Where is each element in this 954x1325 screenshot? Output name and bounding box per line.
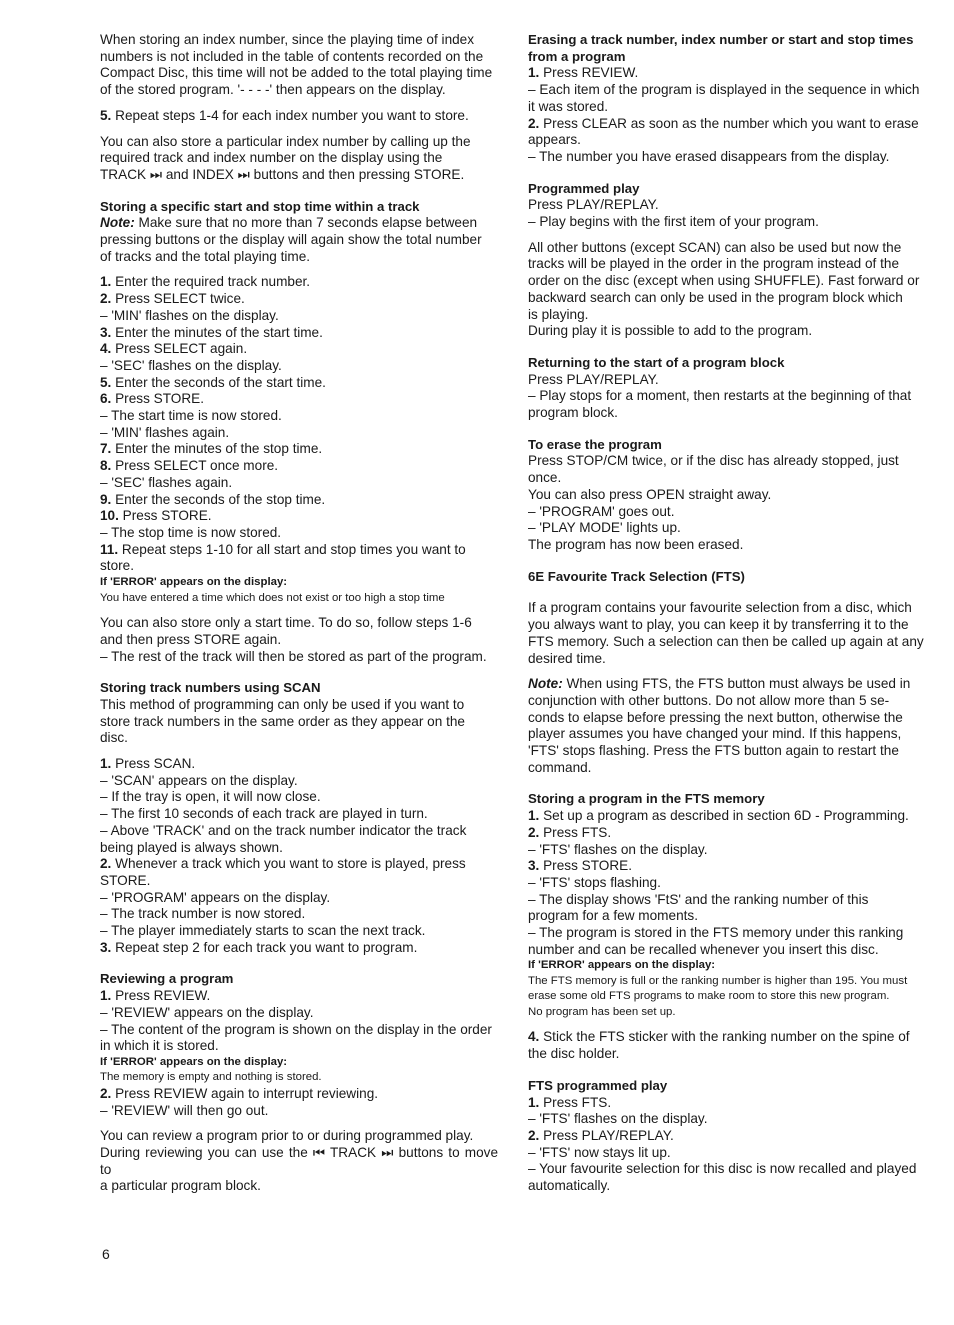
text-line: 2. Press CLEAR as soon as the number which you want to erase (528, 115, 919, 131)
text-line: 7. Enter the minutes of the stop time. (100, 441, 323, 457)
text-line: being played is always shown. (100, 839, 283, 855)
text-line: – The stop time is now stored. (100, 524, 282, 540)
text-line: – 'SEC' flashes on the display. (100, 357, 282, 373)
text-line: 1. Press REVIEW. (528, 65, 639, 81)
text-line: – The first 10 seconds of each track are played in turn. (100, 806, 428, 822)
error-heading: If 'ERROR' appears on the display: (100, 576, 288, 589)
text-line: 1. Press FTS. (528, 1094, 612, 1110)
text-line: – The track number is now stored. (100, 906, 306, 922)
text-line: it was stored. (528, 98, 609, 114)
text-line: You can also store a particular index number by calling up the (100, 133, 471, 149)
section-heading: 6E Favourite Track Selection (FTS) (528, 568, 745, 584)
text-line: – The player immediately starts to scan the next track. (100, 923, 426, 939)
text-line: desired time. (528, 650, 606, 666)
text-line: If a program contains your favourite selection from a disc, which (528, 600, 912, 616)
text-block (100, 615, 498, 665)
text-block (100, 134, 498, 184)
text-line: appears. (528, 132, 581, 148)
text-line: – The rest of the track will then be stored as part of the program. (100, 648, 487, 664)
text-line: You can also store only a start time. To do so, follow steps 1-6 (100, 615, 472, 631)
section-heading: Storing a program in the FTS memory (528, 791, 765, 807)
text-block (528, 569, 927, 586)
text-line: player assumes you have changed your mind. If this happens, (528, 726, 902, 742)
text-line: When storing an index number, since the playing time of index (100, 32, 475, 47)
text-line: order on the disc (except when using SHUFFLE). Fast forward or (528, 273, 920, 289)
text-line: You can also press OPEN straight away. (528, 486, 772, 502)
text-line: numbers is not included in the table of contents recorded on the (100, 48, 484, 64)
text-line: Note: When using FTS, the FTS button must always be used in (528, 676, 911, 692)
text-line: 4. Stick the FTS sticker with the ranking number on the spine of (528, 1029, 910, 1045)
text-line: is playing. (528, 306, 589, 322)
text-line: STORE. (100, 872, 151, 888)
text-line: 9. Enter the seconds of the stop time. (100, 491, 326, 507)
right-column (528, 32, 927, 1204)
section-heading: Storing track numbers using SCAN (100, 680, 321, 696)
section-heading: FTS programmed play (528, 1077, 668, 1093)
text-line: store track numbers in the same order as they appear on the (100, 713, 465, 729)
left-column (100, 32, 498, 1204)
text-line: program for a few moments. (528, 908, 698, 924)
text-line: conds to elapse before pressing the next button, otherwise the (528, 709, 903, 725)
text-block (528, 181, 927, 231)
text-line: – Play stops for a moment, then restarts at the beginning of that (528, 388, 912, 404)
text-block (100, 32, 498, 99)
page-number: 6 (102, 1246, 110, 1262)
text-block (528, 676, 927, 776)
error-note: You have entered a time which does not exist or too high a stop time (100, 591, 445, 604)
text-line: in which it is stored. (100, 1038, 219, 1054)
text-block (528, 1029, 927, 1062)
text-line: – The display shows 'FtS' and the ranking number of this (528, 891, 869, 907)
text-line: – The content of the program is shown on the display in the order (100, 1021, 492, 1037)
text-line: 6. Press STORE. (100, 391, 205, 407)
text-line: – 'FTS' flashes on the display. (528, 1111, 708, 1127)
text-line: 8. Press SELECT once more. (100, 458, 279, 474)
text-line: – 'REVIEW' will then go out. (100, 1102, 269, 1118)
text-line: 2. Press PLAY/REPLAY. (528, 1127, 674, 1143)
text-line: backward search can only be used in the program block which (528, 289, 903, 305)
text-line: – 'MIN' flashes again. (100, 424, 230, 440)
text-line: – 'SCAN' appears on the display. (100, 772, 298, 788)
text-line: tracks will be played in the order in the program instead of the (528, 256, 900, 272)
error-note: erase some old FTS programs to make room to store this new program. (528, 990, 890, 1003)
error-note: No program has been set up. (528, 1005, 676, 1018)
text-line: a particular program block. (100, 1178, 261, 1194)
text-line: and then press STORE again. (100, 631, 282, 647)
text-line: This method of programming can only be used if you want to (100, 696, 465, 712)
section-heading: Reviewing a program (100, 971, 234, 987)
text-line: 11. Repeat steps 1-10 for all start and stop times you want to (100, 541, 466, 557)
error-note: The memory is empty and nothing is stored. (100, 1071, 322, 1084)
section-heading: from a program (528, 48, 626, 64)
text-line: automatically. (528, 1178, 611, 1194)
text-block (100, 680, 498, 747)
text-block (100, 756, 498, 956)
section-heading: Storing a specific start and stop time within a track (100, 198, 420, 214)
text-line: Press PLAY/REPLAY. (528, 197, 659, 213)
text-line: 5. Repeat steps 1-4 for each index number you want to store. (100, 107, 469, 123)
text-line: – 'PROGRAM' goes out. (528, 503, 675, 519)
section-heading: Returning to the start of a program block (528, 354, 785, 370)
text-line: 2. Press FTS. (528, 824, 612, 840)
text-block (528, 32, 927, 166)
text-block (528, 355, 927, 422)
text-block (100, 971, 498, 1119)
section-heading: To erase the program (528, 436, 662, 452)
text-line: – The program is stored in the FTS memory under this ranking (528, 925, 904, 941)
text-line: 2. Press SELECT twice. (100, 291, 245, 307)
text-line: – 'PROGRAM' appears on the display. (100, 889, 331, 905)
text-line: – The number you have erased disappears from the display. (528, 148, 890, 164)
text-line: Note: Make sure that no more than 7 seconds elapse between (100, 215, 478, 231)
text-line: – Your favourite selection for this disc is now recalled and played (528, 1161, 917, 1177)
text-line: store. (100, 558, 134, 574)
text-line: conjunction with other buttons. Do not allow more than 5 se- (528, 692, 890, 708)
text-line: command. (528, 759, 592, 775)
text-line: 1. Set up a program as described in section 6D - Programming. (528, 808, 909, 824)
text-line: – Each item of the program is displayed in the sequence in which (528, 82, 920, 98)
text-line: 10. Press STORE. (100, 508, 212, 524)
text-line: 1. Press REVIEW. (100, 988, 211, 1004)
text-line: Press STOP/CM twice, or if the disc has already stopped, just (528, 453, 899, 469)
text-line: – 'FTS' stops flashing. (528, 874, 661, 890)
text-line: required track and index number on the display using the (100, 150, 443, 166)
text-line: – 'FTS' flashes on the display. (528, 841, 708, 857)
text-line: 2. Press REVIEW again to interrupt reviewing. (100, 1085, 379, 1101)
text-line: TRACK ⏭ and INDEX ⏭ buttons and then pressing STORE. (100, 166, 465, 182)
text-line: During reviewing you can use the ⏮ TRACK ⏭ buttons to move to (100, 1145, 498, 1177)
text-line: The program has now been erased. (528, 536, 744, 552)
text-line: – 'PLAY MODE' lights up. (528, 520, 681, 536)
text-line: During play it is possible to add to the program. (528, 323, 813, 339)
text-block (100, 274, 498, 606)
text-line: Press PLAY/REPLAY. (528, 371, 659, 387)
text-line: program block. (528, 405, 618, 421)
text-line: once. (528, 470, 562, 486)
text-line: – 'FTS' now stays lit up. (528, 1144, 671, 1160)
text-line: 'FTS' stops flashing. Press the FTS button again to restart the (528, 743, 899, 759)
text-line: All other buttons (except SCAN) can also be used but now the (528, 239, 902, 255)
section-heading: Programmed play (528, 180, 640, 196)
text-line: 1. Press SCAN. (100, 756, 196, 772)
text-line: of the stored program. '- - - -' then appears on the display. (100, 82, 446, 98)
text-line: 3. Enter the minutes of the start time. (100, 324, 323, 340)
text-line: You can review a program prior to or during programmed play. (100, 1128, 474, 1144)
text-block (528, 240, 927, 340)
text-line: FTS memory. Such a selection can then be called up again at any (528, 633, 924, 649)
text-block (528, 1078, 927, 1195)
text-line: – 'SEC' flashes again. (100, 474, 233, 490)
text-line: – If the tray is open, it will now close. (100, 789, 321, 805)
text-line: the disc holder. (528, 1046, 620, 1062)
text-line: – The start time is now stored. (100, 408, 282, 424)
text-line: – 'REVIEW' appears on the display. (100, 1004, 314, 1020)
text-block (100, 199, 498, 266)
text-line: disc. (100, 730, 128, 746)
text-line: 4. Press SELECT again. (100, 341, 248, 357)
text-line: – Play begins with the first item of your program. (528, 214, 819, 230)
text-block (528, 437, 927, 554)
error-heading: If 'ERROR' appears on the display: (528, 959, 716, 972)
text-line: 1. Enter the required track number. (100, 274, 311, 290)
text-block (100, 108, 498, 125)
error-heading: If 'ERROR' appears on the display: (100, 1055, 288, 1068)
text-block (528, 600, 927, 667)
text-line: number and can be recalled whenever you insert this disc. (528, 941, 879, 957)
error-note: The FTS memory is full or the ranking number is higher than 195. You must (528, 974, 908, 987)
text-line: 5. Enter the seconds of the start time. (100, 374, 326, 390)
text-line: of tracks and the total playing time. (100, 248, 311, 264)
text-line: – 'MIN' flashes on the display. (100, 307, 279, 323)
text-line: 2. Whenever a track which you want to store is played, press (100, 856, 466, 872)
text-line: – Above 'TRACK' and on the track number indicator the track (100, 822, 467, 838)
text-block (528, 791, 927, 1020)
text-line: 3. Repeat step 2 for each track you want to program. (100, 939, 418, 955)
text-line: you always want to play, you can keep it by transferring it to the (528, 617, 909, 633)
text-line: 3. Press STORE. (528, 858, 633, 874)
text-block (100, 1128, 498, 1195)
text-line: pressing buttons or the display will again show the total number (100, 232, 482, 248)
text-line: Compact Disc, this time will not be added to the total playing time (100, 65, 493, 81)
section-heading: Erasing a track number, index number or start and stop times (528, 32, 914, 47)
